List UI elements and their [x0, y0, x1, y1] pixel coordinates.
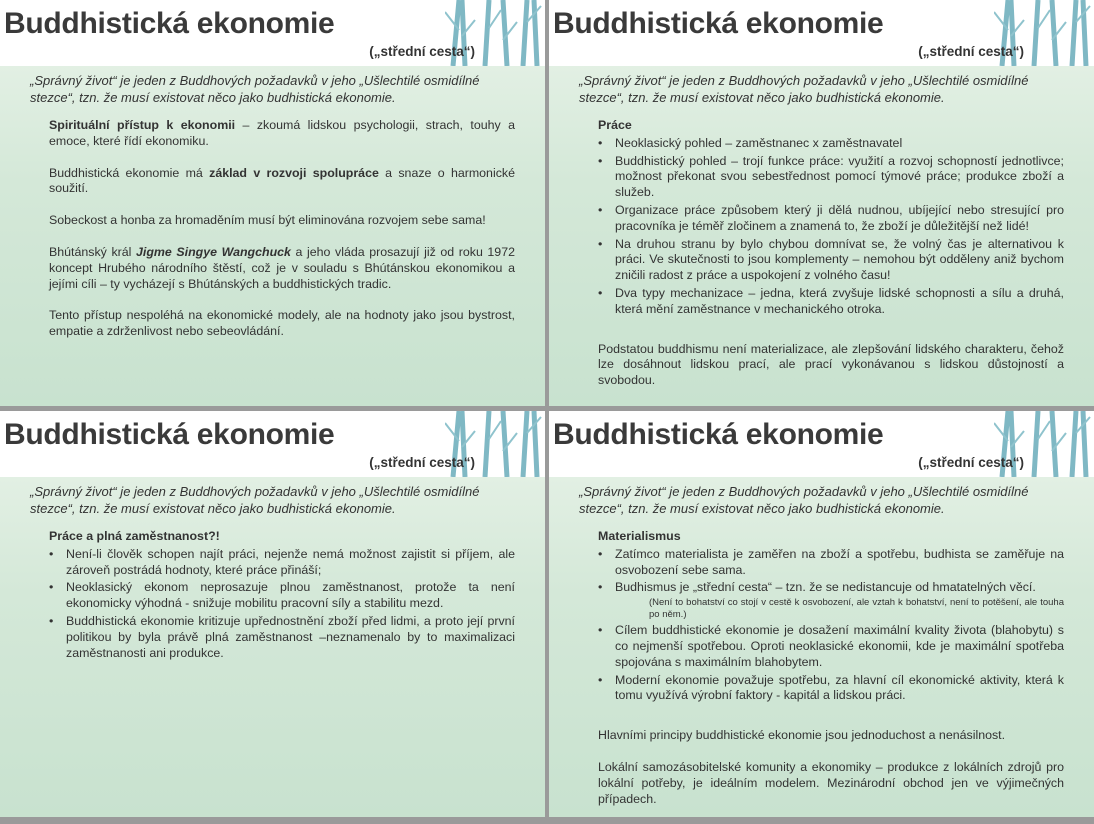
paragraph: [49, 118, 515, 150]
list-item-text: Budhismus je „střední cesta“ – tzn. že se nedistancuje od hmatatelných věcí.: [615, 580, 1036, 595]
bullet-mark: •: [598, 153, 603, 168]
bold-phrase: základ v rozvoji spolupráce: [209, 165, 379, 180]
slide-title: Buddhistická ekonomie: [553, 7, 884, 40]
intro-text: „Správný život“ je jeden z Buddhových požadavků v jeho „Ušlechtilé osmidílné stezce“, tzn. že musí existovat něco jako budhistická ekonomie.: [579, 73, 1029, 105]
list-item-text: Moderní ekonomie považuje spotřebu, za hlavní cíl ekonomické aktivity, která k tomu využívá výrobní faktory - kapitál a lidskou práci.: [615, 672, 1064, 703]
text-span: – zkoumá lidskou psychologii, strach, touhy a emoce, které řídí ekonomiku.: [49, 118, 515, 148]
list-item: [598, 673, 1064, 705]
section-heading: Práce a plná zaměstnanost?!: [49, 529, 220, 543]
section-heading: Práce: [598, 118, 632, 132]
slide-header: [549, 0, 1094, 66]
list-item: [598, 547, 1064, 579]
slide-work: [549, 0, 1094, 406]
slide-title: Buddhistická ekonomie: [4, 7, 335, 40]
paragraph: [49, 166, 515, 198]
list-item-text: Na druhou stranu by bylo chybou domnívat se, že volný čas je alternativou k práci. Ve skutečnosti to jsou komplementy – nemohou být odděleny aniž bychom zničili radost z práce a uspokojení z volného času!: [615, 236, 1064, 283]
bullet-list: [598, 136, 1064, 318]
list-item-text: Buddhistická ekonomie kritizuje upřednostnění zboží před lidmi, a proto její první politikou by byla právě plná zaměstnanost –neznamenalo by to maximalizaci zaměstnanosti ani produkce.: [66, 613, 515, 660]
slide-body: [598, 529, 1064, 817]
footnote: (Není to bohatství co stojí v cestě k osvobození, ale vztah k bohatství, není to potěšení, ale touha po něm.): [649, 597, 1064, 621]
paragraph: Hlavními principy buddhistické ekonomie jsou jednoduchost a nenásilnost.: [598, 728, 1006, 743]
list-item: [598, 286, 1064, 318]
bullet-mark: •: [598, 580, 603, 595]
slide-subtitle: („střední cesta“): [369, 44, 475, 59]
text-span: a snaze o harmonické soužití.: [49, 165, 515, 196]
bullet-list: [49, 547, 515, 662]
bold-phrase: Jigme Singye Wangchuck: [136, 244, 291, 259]
paragraph: Tento přístup nespoléhá na ekonomické modely, ale na hodnoty jako jsou bystrost, empatie a zdrženlivost nebo sebeovládání.: [49, 308, 515, 339]
paragraph: Sobeckost a honba za hromaděním musí být eliminována rozvojem sebe sama!: [49, 213, 486, 228]
text-span: Buddhistická ekonomie má: [49, 165, 210, 180]
list-item-text: Organizace práce způsobem který ji dělá nudnou, ubíjející nebo stresující pro pracovníka je téměř zločinem a znamená to, že zboží je důležitější než lidé!: [615, 202, 1064, 233]
list-item: [598, 580, 1064, 621]
slide-title: Buddhistická ekonomie: [4, 418, 335, 451]
list-item-text: Cílem buddhistické ekonomie je dosažení maximální kvality života (blahobytu) s co nejmenší spotřebou. Oproti neoklasické ekonomii, kde je maximální spotřeba spojována s maximálním blahobytem.: [615, 623, 1064, 669]
list-item: [598, 136, 1064, 152]
section-heading: Materialismus: [598, 529, 681, 543]
list-item-text: Není-li člověk schopen najít práci, nejenže nemá možnost zajistit si příjem, ale zároveň postrádá hodnoty, které práce přináší;: [66, 546, 515, 577]
list-item: [598, 154, 1064, 201]
paragraph: Lokální samozásobitelské komunity a ekonomiky – produkce z lokálních zdrojů pro lokální potřeby, je ideálním modelem. Mezinárodní obchod jen ve výjimečných případech.: [598, 759, 1064, 806]
intro-text: „Správný život“ je jeden z Buddhových požadavků v jeho „Ušlechtilé osmidílné stezce“, tzn. že musí existovat něco jako budhistická ekonomie.: [579, 484, 1029, 516]
slide-header: [549, 411, 1094, 477]
slide-header: [0, 0, 545, 66]
paragraph: [49, 245, 515, 292]
slide-header: [0, 411, 545, 477]
list-item-text: Dva typy mechanizace – jedna, která zvyšuje lidské schopnosti a sílu a druhá, která mění zaměstnance v mechanického otroka.: [615, 285, 1064, 316]
list-item-text: Zatímco materialista je zaměřen na zboží a spotřebu, budhista se zaměřuje na osvobození sebe sama.: [615, 546, 1064, 577]
list-item: [49, 547, 515, 579]
slide-title: Buddhistická ekonomie: [553, 418, 884, 451]
list-item: [598, 237, 1064, 284]
bullet-mark: •: [598, 623, 603, 638]
bullet-mark: •: [598, 135, 603, 150]
text-span: a jeho vláda prosazují již od roku 1972 koncept Hrubého národního štěstí, což je v souladu s Bhútánskou ekonomikou a jejími cíli – ty vycházejí s Bhútánských a buddhistických tradic.: [49, 244, 515, 291]
list-item-text: Neoklasický pohled – zaměstnanec x zaměstnavatel: [615, 135, 903, 150]
bullet-mark: •: [49, 546, 54, 561]
bold-phrase: Spirituální přístup k ekonomii: [49, 118, 236, 132]
list-item-text: Buddhistický pohled – trojí funkce práce: využití a rozvoj schopností jednotlivce; možnost překonat svou sebestřednost pomocí týmové práce; produkce zboží a služeb.: [615, 153, 1064, 200]
bullet-mark: •: [598, 672, 603, 687]
slide-body: [598, 118, 1064, 405]
text-span: Bhútánský král: [49, 244, 136, 259]
list-item-text: Neoklasický ekonom neprosazuje plnou zaměstnanost, protože ta není ekonomicky výhodná - snižuje mobilitu pracovní síly a stabilitu mezd.: [66, 580, 515, 611]
slide-spiritual-approach: [0, 0, 545, 406]
closing-paragraph: Podstatou buddhismu není materializace, ale zlepšování lidského charakteru, čehož lze dosáhnout lidskou prací, ale prací vykonávanou s lidskou důstojností a svobodou.: [598, 341, 1064, 388]
slide-materialism: [549, 411, 1094, 817]
bullet-mark: •: [598, 236, 603, 251]
slide-subtitle: („střední cesta“): [918, 455, 1024, 470]
list-item: [49, 580, 515, 612]
intro-text: „Správný život“ je jeden z Buddhových požadavků v jeho „Ušlechtilé osmidílné stezce“, tzn. že musí existovat něco jako budhistická ekonomie.: [30, 73, 480, 105]
intro-text: „Správný život“ je jeden z Buddhových požadavků v jeho „Ušlechtilé osmidílné stezce“, tzn. že musí existovat něco jako budhistická ekonomie.: [30, 484, 480, 516]
slide-subtitle: („střední cesta“): [369, 455, 475, 470]
bullet-mark: •: [49, 613, 54, 628]
bullet-mark: •: [598, 285, 603, 300]
list-item: [49, 614, 515, 661]
slide-full-employment: [0, 411, 545, 817]
slide-subtitle: („střední cesta“): [918, 44, 1024, 59]
list-item: [598, 623, 1064, 670]
bullet-mark: •: [49, 580, 54, 595]
slide-body: [49, 529, 515, 663]
bullet-mark: •: [598, 546, 603, 561]
bullet-mark: •: [598, 202, 603, 217]
list-item: [598, 203, 1064, 235]
slide-body: [49, 118, 515, 356]
bullet-list: [598, 547, 1064, 704]
